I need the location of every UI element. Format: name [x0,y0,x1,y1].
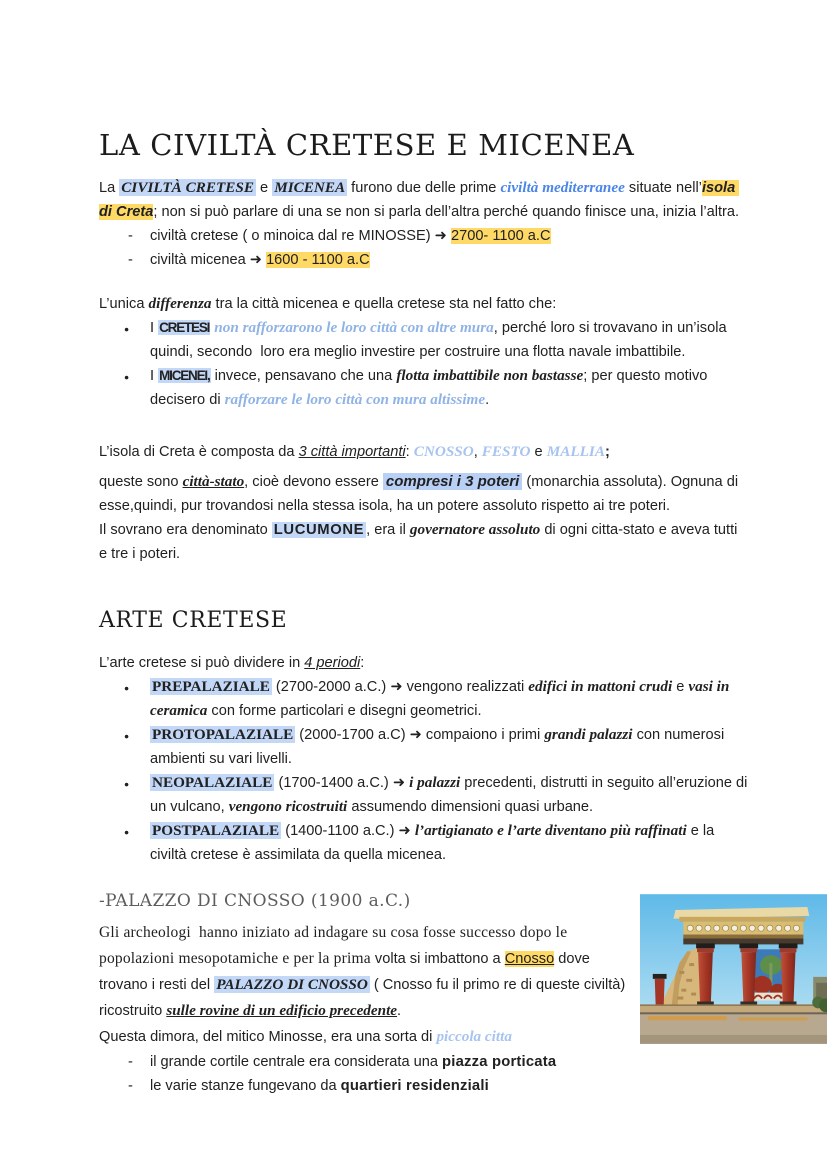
list-item [99,1050,636,1074]
text-run-em-serif: l’artigianato e l’arte diventano più raffinati [414,822,687,839]
text-run-chip-serif-b: POSTPALAZIALE [152,822,280,839]
text-run-em-serif: governatore assoluto [409,521,541,538]
text-run-chip-cond: MICENEI, [159,368,210,383]
text-run: civiltà micenea [150,252,250,268]
text-run-u-em-serif: sulle rovine di un edificio precedente [166,1002,398,1019]
text-run-chip-serif-b: NEOPALAZIALE [152,774,273,791]
text-run-u-em-serif: città-stato [182,473,245,490]
text-run: e [530,444,547,460]
text-run: con numerosi ambienti su vari livelli. [150,727,729,767]
knossos-palace-illustration [640,893,827,1045]
text-run-quote: non rafforzarono le loro città con altre mura [214,319,494,336]
text-run: e la civiltà cretese è assimilata da quella micenea. [150,823,719,863]
text-run: situate nell’ [624,180,702,196]
text-run-chip-bi: compresi i 3 poteri [383,473,522,490]
city-state-paragraph [99,470,749,518]
intro-paragraph [99,176,749,224]
difference-paragraph [99,292,749,316]
text-run: (1700-1400 a.C.) [274,775,393,791]
text-run-em-serif: vengono ricostruiti [228,798,348,815]
text-run-u-i: 3 città importanti [298,444,406,460]
list-item [99,723,749,771]
text-run-hl-y-u: Cnosso [504,951,555,967]
palazzo-section [99,891,749,1098]
list-item [99,224,749,248]
text-run: L’isola di Creta è composta da [99,444,299,460]
text-run: (2000-1700 a.C) [295,727,410,743]
text-run: furono due delle prime [347,180,501,196]
text-run: I [150,368,159,384]
text-run: civiltà cretese ( o minoica dal re MINOSSE) [150,228,435,244]
text-run: ; per questo motivo decisero di [150,368,712,408]
list-item [99,771,752,819]
periods-list [99,675,752,867]
periods-intro-paragraph [99,651,749,675]
text-run-chip-serif-bi: CIVILTÀ CRETESE [121,179,254,196]
text-run-hl-y-bi: isola di Creta [99,180,740,220]
text-run-chip-serif-b: PREPALAZIALE [152,678,270,695]
section-title-arte-cretese [99,608,749,633]
document-body [99,128,752,867]
palazzo-features-list [99,1050,636,1098]
text-run-hl-y: 2700- 1100 a.C [450,228,551,244]
list-item [99,364,749,412]
text-run: dove trovano i resti del [99,951,594,993]
text-run: compaiono i primi [421,727,545,743]
list-item [99,675,749,723]
text-run: : [360,655,365,671]
text-run: : [405,444,414,460]
text-run: L’arte cretese si può dividere in [99,655,305,671]
text-run: (2700-2000 a.C.) [271,679,391,695]
text-run: , cioè devono essere [244,474,383,490]
list-item [99,248,749,272]
text-run-quote: rafforzare le loro città con mura altissime [224,391,486,408]
text-run: , perché loro si trovavano in un’isola quindi, secondo loro era meglio investire per costruire una flotta navale imbattibile. [150,320,731,360]
text-run-city: FESTO [481,443,531,460]
three-cities-paragraph [99,440,749,464]
text-run: e [672,679,689,695]
civilizations-date-list [99,224,749,272]
text-run: (monarchia assoluta). Ognuna di esse,quindi, pur trovandosi nella stessa isola, ha un potere assoluto rispetto ai tre poteri. [99,474,743,514]
subsection-title-palazzo-di-cnosso [99,891,636,911]
text-run-arrow: ➜ [398,822,411,839]
text-run: Il sovrano era denominato [99,522,272,538]
lucumone-paragraph [99,518,749,566]
page-title [99,128,749,162]
text-run-chip-serif-bi: PALAZZO DI CNOSSO [216,976,368,993]
text-run: le varie stanze fungevano da [150,1078,341,1094]
palazzo-text-column [99,891,636,1098]
text-run-arrow: ➜ [249,251,262,268]
text-run: (1400-1100 a.C.) [281,823,399,839]
text-run-em-serif: edifici in mattoni crudi [528,678,673,695]
text-run-em-serif: differenza [148,295,212,312]
text-run: , era il [366,522,410,538]
text-run: ( Cnosso fu il primo re di queste civiltà) ricostruito [99,977,630,1019]
text-run: precedenti, distrutti in seguito all’eruzione di un vulcano, [150,775,752,815]
list-item [99,819,749,867]
palazzo-paragraph [99,920,636,1024]
text-run-em-serif: grandi palazzi [544,726,633,743]
text-run-b: ; [604,444,610,460]
text-run: tra la città micenea e quella cretese sta nel fatto che: [211,296,557,312]
text-run: Questa dimora, del mitico Minosse, era una sorta di [99,1029,437,1045]
text-run-serif-run: Gli archeologi hanno iniziato ad indagare su cosa fosse successo dopo le popolazioni mesopotamiche e per la prima [99,924,572,967]
text-run-em-serif: i palazzi [409,774,461,791]
text-run-chip-round: LUCUMONE [273,522,365,538]
text-run-round-b: quartieri residenziali [340,1078,489,1094]
text-run: vengono realizzati [402,679,529,695]
text-run: con forme particolari e disegni geometrici. [207,703,482,719]
list-item [99,316,749,364]
text-run-u-i: 4 periodi [304,655,361,671]
text-run-chip-serif-b: PROTOPALAZIALE [152,726,294,743]
text-run-round-b: piazza porticata [442,1054,557,1070]
text-run-arrow: ➜ [409,726,422,743]
text-run: . [485,392,490,408]
text-run: il grande cortile centrale era considerata una [150,1054,443,1070]
text-run-city: MALLIA [546,443,605,460]
text-run-em-serif: vasi in ceramica [150,678,734,719]
text-run: La [99,180,120,196]
text-run-hl-y: 1600 - 1100 a.C [266,252,370,268]
text-run-city: piccola citta [436,1028,512,1045]
text-run: -PALAZZO DI CNOSSO (1900 a.C.) [99,891,411,911]
text-run: invece, pensavano che una [210,368,397,384]
text-run: , [473,444,482,460]
text-run-arrow: ➜ [434,227,447,244]
text-run-city: CNOSSO [413,443,474,460]
text-run: queste sono [99,474,183,490]
text-run: volta si imbattono a [374,951,505,967]
knossos-palace-image [640,893,827,1045]
text-run: I [150,320,159,336]
text-run-chip-cond: CRETESI [159,320,210,335]
list-item [99,1074,636,1098]
text-run: di ogni citta-stato e aveva tutti e tre i poteri. [99,522,742,562]
text-run-arrow: ➜ [392,774,406,791]
text-run: L’unica [99,296,149,312]
difference-list [99,316,749,412]
text-run: ARTE CRETESE [99,608,288,633]
text-run: assumendo dimensioni quasi urbane. [347,799,594,815]
text-run-blue-em: civiltà mediterranee [500,179,625,196]
text-run: ; non si può parlare di una se non si parla dell’altra perché quando finisce una, inizia l’altra. [153,204,740,220]
text-run-em-serif: flotta imbattibile non bastasse [396,367,584,384]
text-run: LA CIVILTÀ CRETESE E MICENEA [99,128,635,162]
dimora-paragraph [99,1024,636,1050]
text-run-arrow: ➜ [390,678,403,695]
text-run: . [397,1003,402,1019]
text-run-chip-serif-bi: MICENEA [274,179,346,196]
text-run: e [255,180,273,196]
